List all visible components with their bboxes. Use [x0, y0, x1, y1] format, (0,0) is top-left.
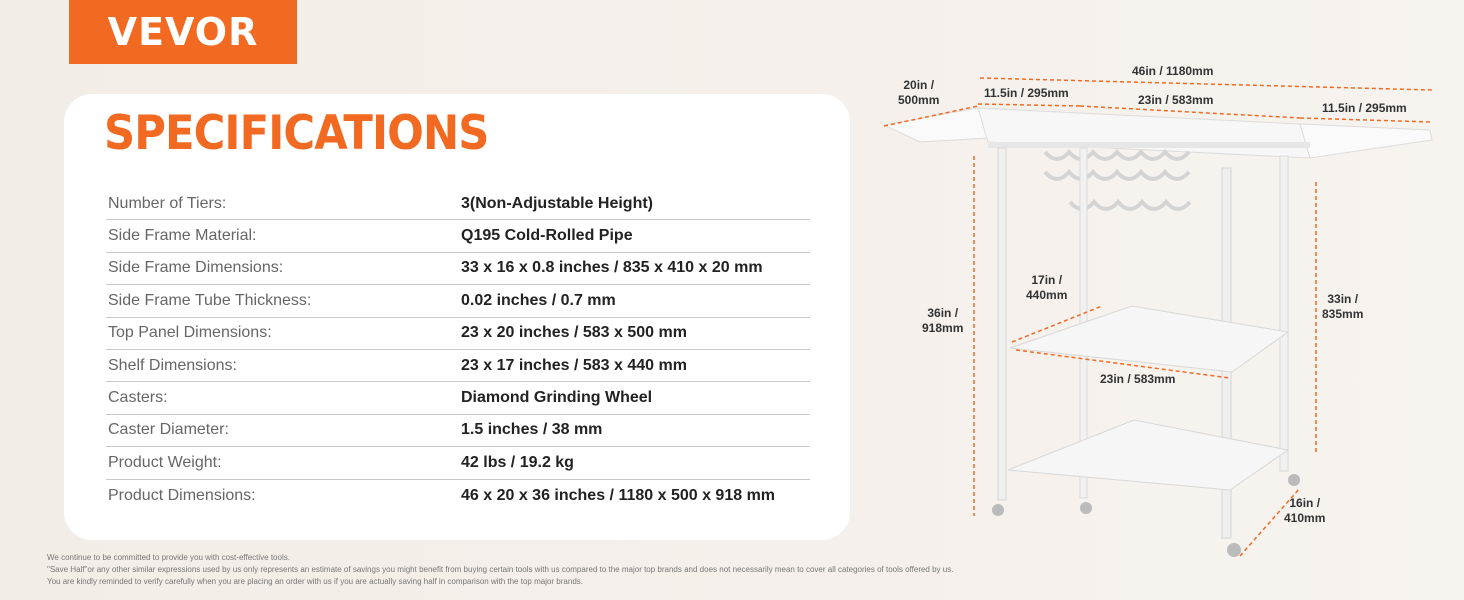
spec-row: [106, 382, 810, 414]
spec-label: Side Frame Dimensions:: [108, 259, 284, 277]
disclaimer-line: "Save Half"or any other similar expressions used by us only represents an estimate of savings you might benefit from buying certain tools with us compared to the major top brands and does not necessarily mean to cover all categories of tools offered by us.: [47, 565, 954, 574]
spec-row: [106, 188, 810, 220]
dim-right-leaf: [1300, 118, 1432, 122]
specifications-card: [64, 94, 850, 540]
spec-value: Diamond Grinding Wheel: [461, 389, 653, 407]
dim-label-height: 36in / 918mm: [922, 306, 964, 335]
spec-label: Product Weight:: [108, 453, 222, 471]
dim-label-right-leaf: 11.5in / 295mm: [1322, 101, 1407, 115]
dim-label-center-panel: 23in / 583mm: [1138, 93, 1214, 107]
dim-label-total-width: 46in / 1180mm: [1132, 64, 1214, 78]
spec-value: 42 lbs / 19.2 kg: [461, 453, 574, 471]
vevor-logo: VEVOR: [69, 0, 297, 64]
spec-label: Side Frame Material:: [108, 227, 257, 245]
spec-value: 3(Non-Adjustable Height): [461, 194, 653, 212]
dim-left-leaf: [978, 104, 1080, 106]
spec-value: 23 x 20 inches / 583 x 500 mm: [461, 324, 687, 342]
spec-label: Casters:: [108, 389, 168, 407]
front-left-leg: [998, 148, 1006, 500]
caster-rear-right: [1288, 474, 1300, 486]
spec-row: [106, 318, 810, 350]
spec-label: Product Dimensions:: [108, 486, 256, 504]
specifications-title: SPECIFICATIONS: [104, 106, 489, 161]
disclaimer-line: You are kindly reminded to verify carefully when you are placing an order with us if you are actually saving half in comparison with the top major brands.: [47, 577, 583, 586]
dim-label-depth-top: 20in / 500mm: [898, 78, 940, 107]
rear-right-leg: [1280, 156, 1288, 471]
spec-value: Q195 Cold-Rolled Pipe: [461, 227, 633, 245]
spec-row: [106, 220, 810, 252]
caster-front-right: [1227, 543, 1241, 557]
dim-label-side-height: 33in / 835mm: [1322, 292, 1364, 321]
spec-value: 0.02 inches / 0.7 mm: [461, 291, 616, 309]
spec-value: 23 x 17 inches / 583 x 440 mm: [461, 356, 687, 374]
spec-label: Side Frame Tube Thickness:: [108, 291, 312, 309]
spec-value: 1.5 inches / 38 mm: [461, 421, 603, 439]
spec-row: [106, 285, 810, 317]
specs-table: [106, 188, 810, 512]
middle-shelf: [1010, 306, 1288, 372]
dim-label-left-leaf: 11.5in / 295mm: [984, 86, 1069, 100]
spec-label: Shelf Dimensions:: [108, 356, 237, 374]
spec-row: [106, 480, 810, 512]
disclaimer: [47, 552, 953, 588]
caster-front-left: [992, 504, 1004, 516]
dim-label-shelf-depth: 17in / 440mm: [1026, 273, 1068, 302]
bottom-shelf: [1008, 420, 1288, 490]
spec-label: Caster Diameter:: [108, 421, 229, 439]
spec-row: [106, 447, 810, 479]
dim-label-shelf-width: 23in / 583mm: [1100, 372, 1176, 386]
top-edge: [988, 142, 1310, 148]
spec-row: [106, 350, 810, 382]
left-leaf-panel: [884, 108, 988, 142]
wine-rack: [1045, 152, 1190, 209]
right-leaf-panel: [1300, 124, 1432, 158]
top-panel: [978, 108, 1310, 158]
spec-label: Number of Tiers:: [108, 194, 227, 212]
spec-row: [106, 415, 810, 447]
spec-label: Top Panel Dimensions:: [108, 324, 272, 342]
disclaimer-line: We continue to be committed to provide you with cost-effective tools.: [47, 553, 290, 562]
spec-row: [106, 253, 810, 285]
dim-label-side-depth: 16in / 410mm: [1284, 496, 1326, 525]
spec-value: 33 x 16 x 0.8 inches / 835 x 410 x 20 mm: [461, 259, 763, 277]
cart-dimension-diagram: [870, 60, 1450, 580]
spec-value: 46 x 20 x 36 inches / 1180 x 500 x 918 mm: [461, 486, 776, 504]
caster-rear-left: [1080, 502, 1092, 514]
